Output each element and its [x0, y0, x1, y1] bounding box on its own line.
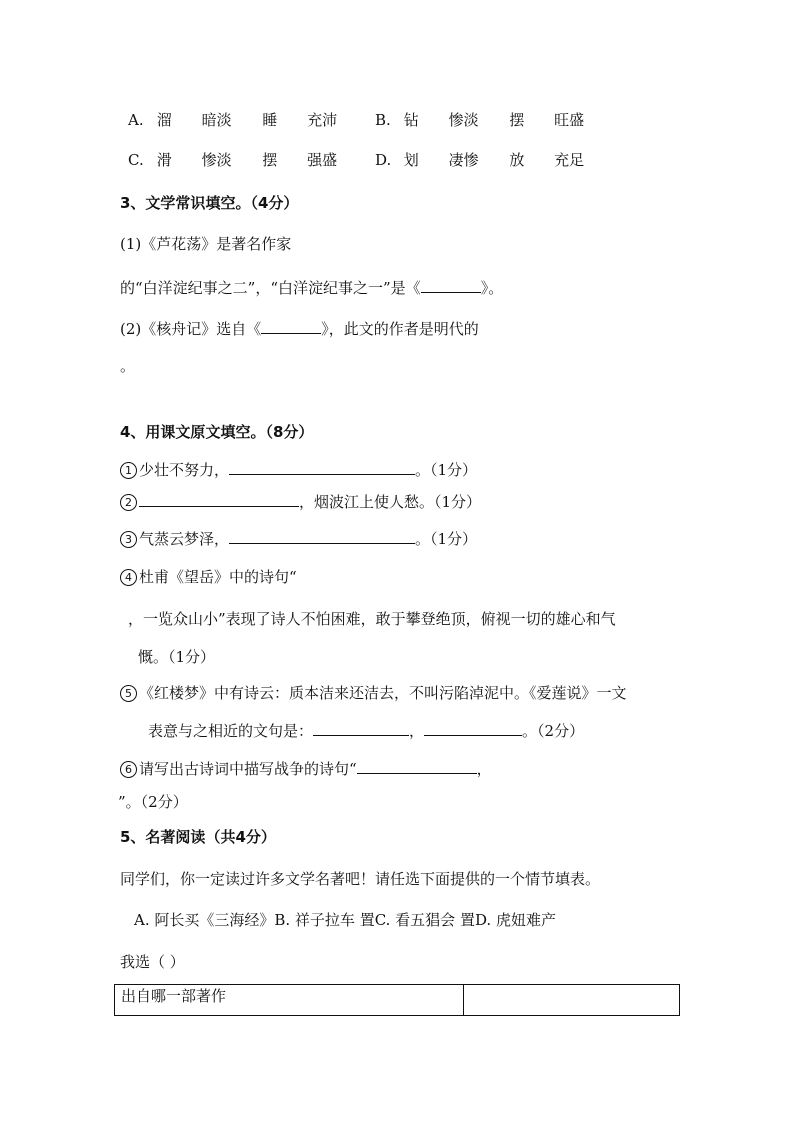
q4-line-2: 2 ，烟波江上使人愁。（1分）	[120, 490, 481, 512]
q3-item2-end: 。	[120, 357, 136, 375]
q4-blank-3[interactable]	[229, 527, 415, 544]
q4-line-4: 4 杜甫《望岳》中的诗句“	[120, 567, 297, 587]
q3-blank-2[interactable]	[261, 317, 321, 334]
q4-line-5: 5 《红楼梦》中有诗云：质本洁来还洁去，不叫污陷淖泥中。《爱莲说》一文	[120, 683, 627, 703]
circled-number: 4	[120, 569, 137, 586]
q4-blank-5b[interactable]	[424, 719, 522, 736]
q5-intro: 同学们，你一定读过许多文学名著吧！请任选下面提供的一个情节填表。	[120, 870, 601, 888]
circled-number: 1	[120, 462, 137, 479]
q5-my-choice: 我选（ ）	[120, 953, 185, 971]
option-b: B. 钻 惨淡 摆 旺盛	[375, 111, 585, 129]
q3-blank-1[interactable]	[421, 276, 481, 293]
table-row	[115, 985, 680, 1016]
option-a: A. 溜 暗淡 睡 充沛	[128, 111, 338, 129]
q4-line-1: 1 少壮不努力， 。（1分）	[120, 458, 477, 480]
q4-title: 4、用课文原文填空。（8分）	[120, 423, 314, 441]
table-cell-answer[interactable]	[464, 985, 680, 1016]
q4-line-6-end: ”。（2分）	[118, 793, 188, 811]
q4-blank-1[interactable]	[229, 458, 415, 475]
q4-line-4-cont: ，一览众山小”表现了诗人不怕困难，敢于攀登绝顶，俯视一切的雄心和气	[128, 610, 616, 628]
circled-number: 3	[120, 531, 137, 548]
option-d: D. 划 凄惨 放 充足	[375, 151, 585, 169]
circled-number: 5	[120, 685, 137, 702]
q3-item2: (2)《核舟记》选自《 》，此文的作者是明代的	[120, 317, 479, 339]
circled-number: 6	[120, 761, 137, 778]
q4-blank-2[interactable]	[139, 490, 299, 507]
option-c: C. 滑 惨淡 摆 强盛	[128, 151, 338, 169]
q3-title: 3、文学常识填空。（4分）	[120, 194, 299, 212]
q5-title: 5、名著阅读（共4分）	[120, 828, 276, 846]
q4-line-3: 3 气蒸云梦泽， 。（1分）	[120, 527, 477, 549]
q3-item1-cont: 的“白洋淀纪事之二”，“白洋淀纪事之一”是《 》。	[120, 276, 503, 298]
circled-number: 2	[120, 494, 137, 511]
table-cell-label: 出自哪一部著作	[115, 985, 464, 1016]
q4-line-4-end: 慨。（1分）	[138, 648, 216, 666]
q5-choices: A. 阿长买《三海经》B. 祥子拉车 置C. 看五猖会 置D. 虎妞难产	[134, 911, 556, 929]
q4-line-6: 6 请写出古诗词中描写战争的诗句“ ，	[120, 757, 492, 779]
q3-item1: (1)《芦花荡》是著名作家	[120, 235, 292, 253]
reading-table	[114, 984, 680, 1016]
q4-blank-6[interactable]	[357, 757, 477, 774]
q4-line-5-cont: 表意与之相近的文句是： ， 。（2分）	[148, 719, 584, 741]
q4-blank-5a[interactable]	[313, 719, 409, 736]
